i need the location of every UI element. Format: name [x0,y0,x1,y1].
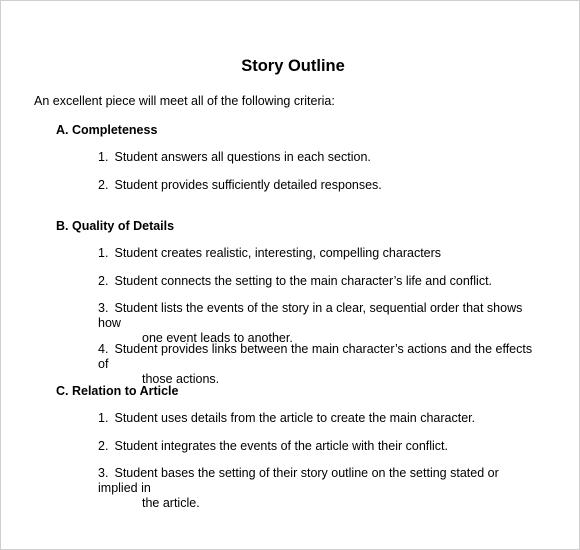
item-text: Student creates realistic, interesting, compelling characters [114,246,442,260]
item-number: 2. [98,439,109,453]
item-number: 3. [98,301,109,315]
section-heading-relation-to-article: C. Relation to Article [56,384,179,398]
item-text: Student answers all questions in each section. [114,150,371,164]
intro-text: An excellent piece will meet all of the following criteria: [34,94,335,108]
document-title: Story Outline [241,57,345,75]
section-heading-completeness: A. Completeness [56,123,158,137]
item-number: 1. [98,411,109,425]
item-text: Student provides sufficiently detailed responses. [114,178,382,192]
section-heading-quality-of-details: B. Quality of Details [56,219,175,233]
item-number: 3. [98,466,109,480]
list-item [98,150,538,165]
list-item [98,466,538,511]
item-text: Student provides links between the main character’s actions and the effects of [98,342,533,371]
item-text-continuation: the article. [142,496,200,510]
list-item [98,246,538,261]
item-number: 4. [98,342,109,356]
item-text-continuation: one event leads to another. [142,331,293,345]
item-text: Student integrates the events of the article with their conflict. [114,439,448,453]
list-item [98,411,538,426]
list-item [98,342,538,387]
item-text: Student connects the setting to the main character’s life and conflict. [114,274,493,288]
item-number: 2. [98,274,109,288]
list-item [98,274,538,289]
list-item [98,439,538,454]
item-text-continuation: those actions. [142,372,220,386]
item-number: 2. [98,178,109,192]
item-number: 1. [98,246,109,260]
item-text: Student bases the setting of their story outline on the setting stated or implied in [98,466,499,495]
list-item [98,301,538,346]
list-item [98,178,538,193]
item-text: Student lists the events of the story in a clear, sequential order that shows how [98,301,523,330]
item-text: Student uses details from the article to create the main character. [114,411,476,425]
item-number: 1. [98,150,109,164]
